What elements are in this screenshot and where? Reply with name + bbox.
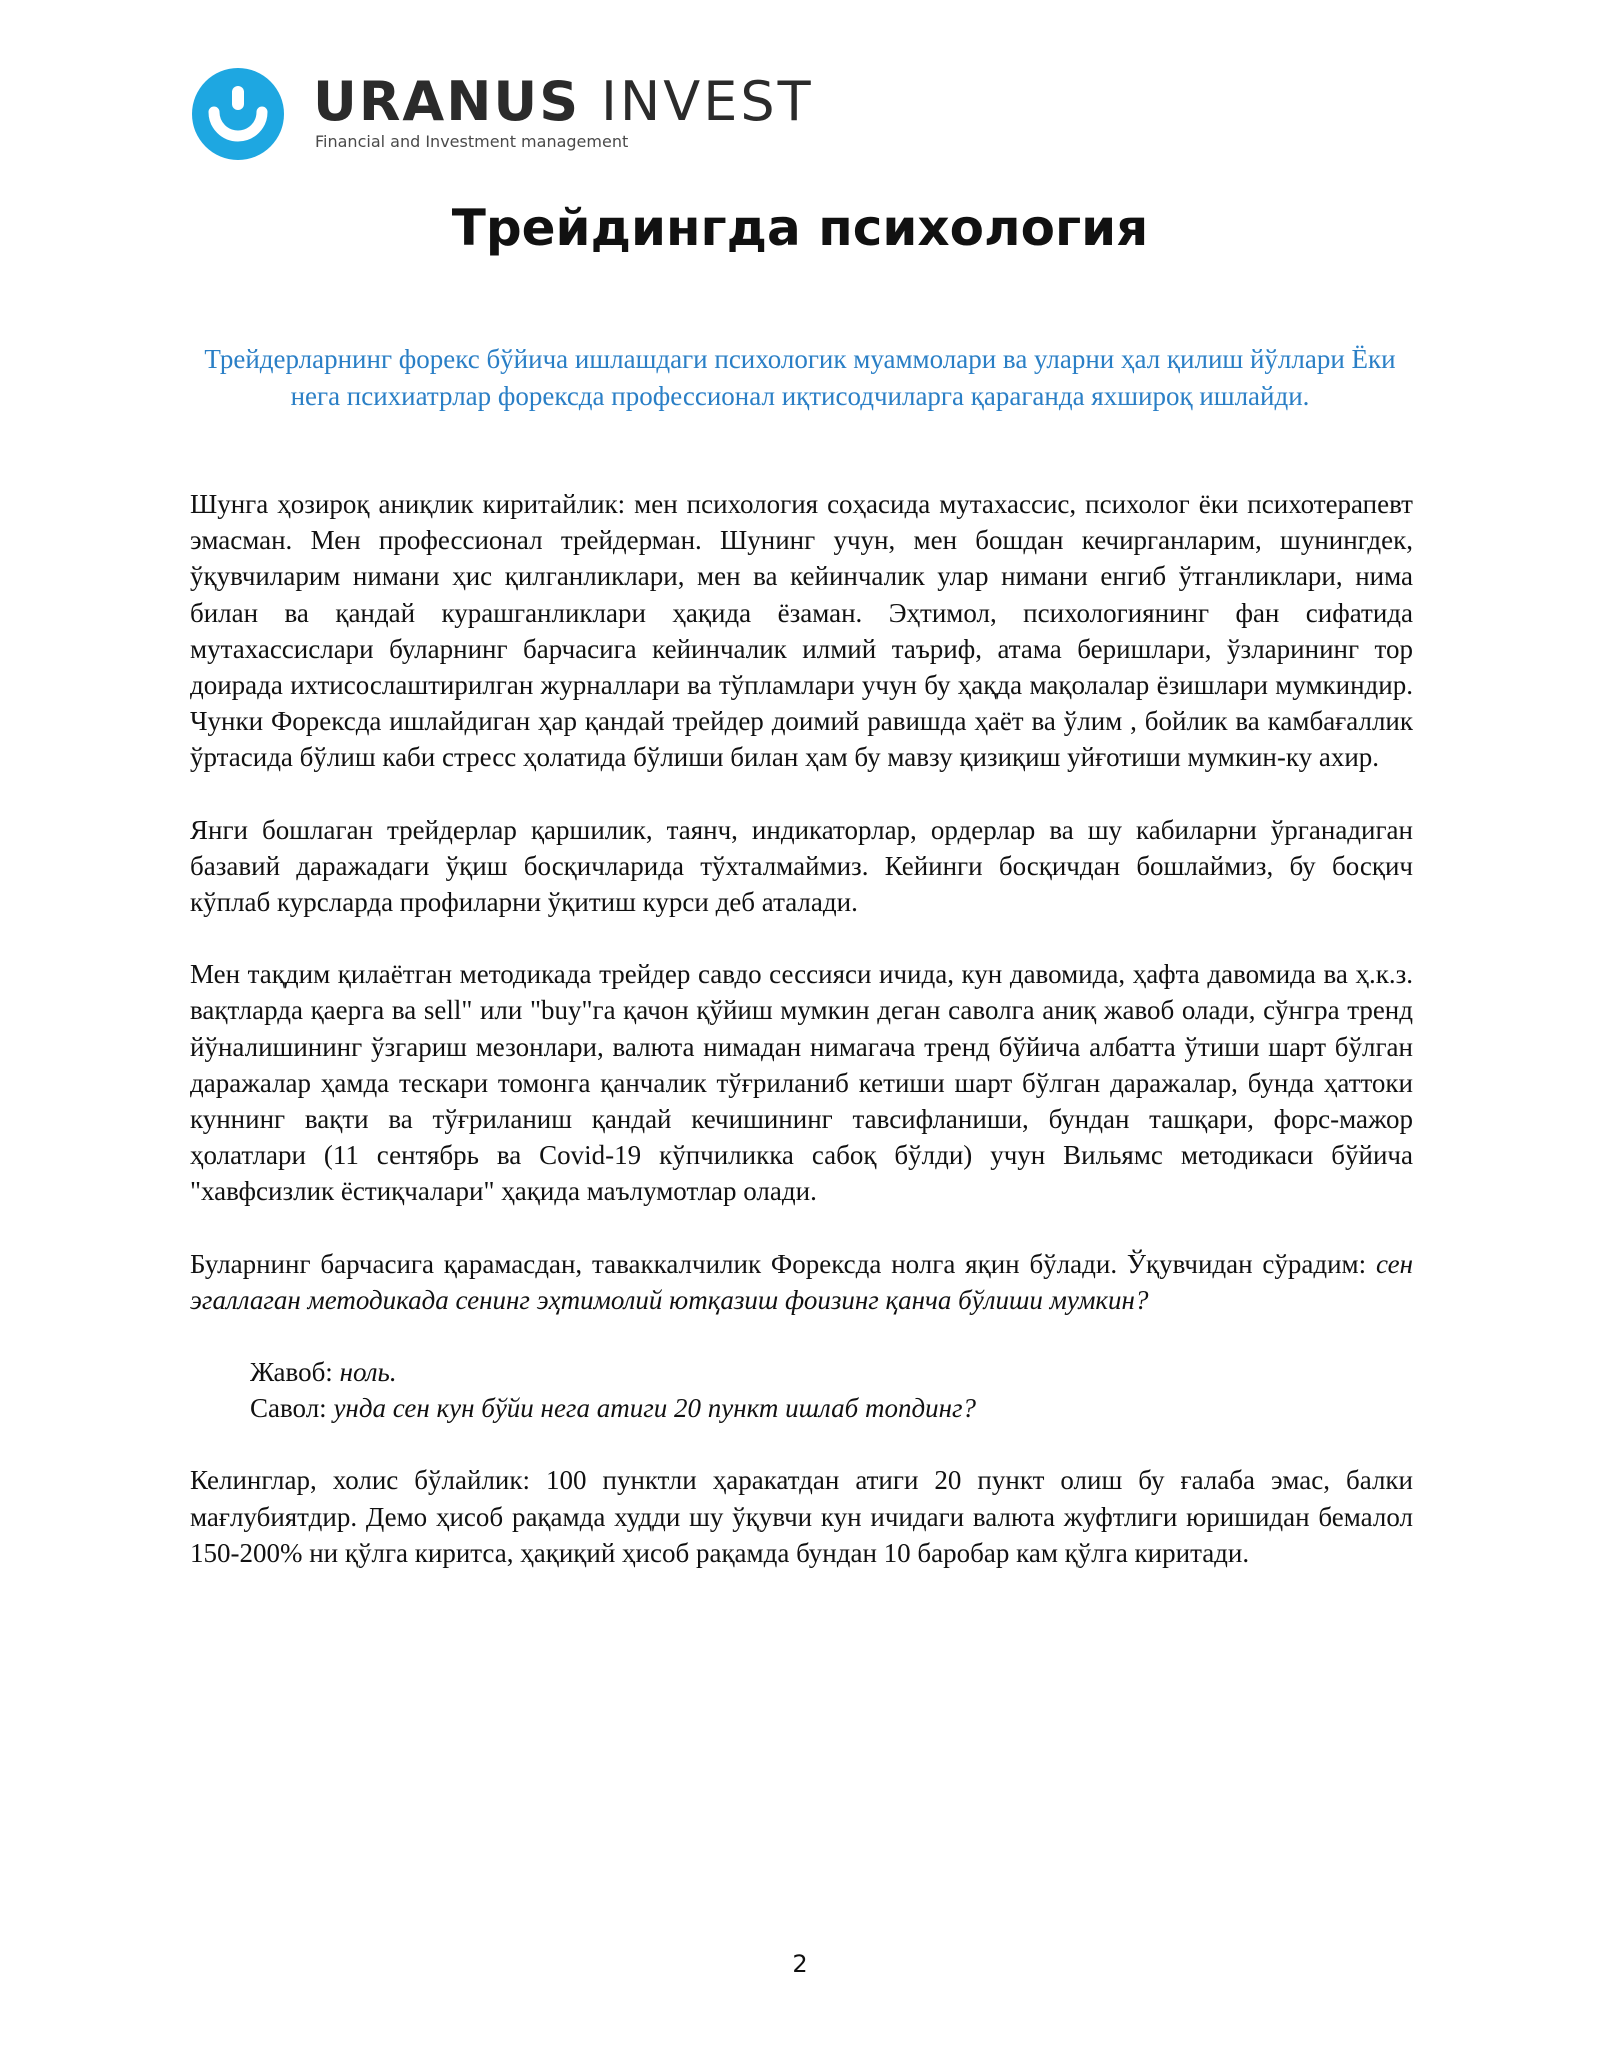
question-text: унда сен кун бўйи нега атиги 20 пункт ишлаб топдинг? — [333, 1393, 977, 1424]
brand-name-bold: URANUS — [313, 70, 581, 133]
paragraph-conclusion: Келинглар, холис бўлайлик: 100 пунктли ҳаракатдан атиги 20 пункт олиш бу ғалаба эмас, балки мағлубиятдир. Демо ҳисоб рақамда худди шу ўқувчи кун ичидаги валюта жуфтлиги юришидан бемалол 150-200% ни қўлга киритса, ҳақиқий ҳисоб рақамда бундан 10 баробар кам қўлга киритади. — [190, 1465, 1413, 1568]
brand-name — [313, 70, 814, 134]
question-label: Савол: — [250, 1393, 334, 1424]
answer-label: Жавоб: — [250, 1357, 340, 1388]
brand-tagline: Financial and Investment management — [315, 132, 629, 151]
question-line — [250, 1390, 1413, 1426]
brand-name-light: INVEST — [600, 70, 814, 133]
document-title: Трейдингда психология — [451, 199, 1149, 257]
paragraph-risk-lead: Буларнинг барчасига қарамасдан, таваккалчилик Форексда нолга яқин бўлади. Ўқувчидан сўрадим: — [190, 1248, 1376, 1279]
answer-text: ноль. — [339, 1357, 397, 1388]
paragraph-risk — [190, 1246, 1413, 1318]
uranus-logo-icon — [190, 66, 286, 162]
paragraph-methodology: Мен тақдим қилаётган методикада трейдер савдо сессияси ичида, кун давомида, ҳафта давомида ва ҳ.к.з. вақтларда қаерга ва sell" или "buy"га қачон қўйиш мумкин деган саволга аниқ жавоб олади, сўнгра тренд йўналишининг ўзгариш мезонлари, валюта нимадан нимагача тренд бўйича албатта ўтиши шарт бўлган даражалар ҳамда тескари томонга қанчалик тўғриланиб кетиши шарт бўлган даражалар, бунда ҳаттоки куннинг вақти ва тўғриланиш қандай кечишининг тавсифланиши, бундан ташқари, форс-мажор ҳолатлари (11 сентябрь ва Covid-19 кўпчиликка сабоқ бўлди) учун Вильямс методикаси бўйича "хавфсизлик ёстиқчалари" ҳақида маълумотлар олади. — [190, 959, 1413, 1207]
qa-block — [250, 1354, 1413, 1426]
paragraph-risk-question: сен эгаллаган методикада сенинг эҳтимолий ютқазиш фоизинг қанча бўлиши мумкин? — [190, 1248, 1413, 1315]
answer-line — [250, 1354, 1413, 1390]
document-subtitle: Трейдерларнинг форекс бўйича ишлашдаги психологик муаммолари ва уларни ҳал қилиш йўллари Ёки нега психиатрлар форексда профессионал иқтисодчиларга қараганда яхшироқ ишлайди. — [204, 344, 1396, 411]
brand-logo — [190, 64, 814, 164]
paragraph-intro: Шунга ҳозироқ аниқлик киритайлик: мен психология соҳасида мутахассис, психолог ёки психотерапевт эмасман. Мен профессионал трейдерман. Шунинг учун, мен бошдан кечирганларим, шунингдек, ўқувчиларим нимани ҳис қилганликлари, мен ва кейинчалик улар нимани енгиб ўтганликлари, нима билан ва қандай курашганликлари ҳақида ёзаман. Эҳтимол, психологиянинг фан сифатида мутахассислари буларнинг барчасига кейинчалик илмий таъриф, атама беришлари, ўзларининг тор доирада ихтисослаштирилган журналлари ва тўпламлари учун бу ҳақда мақолалар ёзишлари мумкиндир. Чунки Форексда ишлайдиган ҳар қандай трейдер доимий равишда ҳаёт ва ўлим , бойлик ва камбағаллик ўртасида бўлиш каби стресс ҳолатида бўлиши билан ҳам бу мавзу қизиқиш уйғотиши мумкин-ку ахир. — [190, 489, 1413, 773]
page-number: 2 — [792, 1950, 808, 1978]
paragraph-beginners: Янги бошлаган трейдерлар қаршилик, таянч, индикаторлар, ордерлар ва шу кабиларни ўрганадиган базавий даражадаги ўқиш босқичларида тўхталмаймиз. Кейинги босқичдан бошлаймиз, бу босқич кўплаб курсларда профиларни ўқитиш курси деб аталади. — [190, 814, 1413, 918]
document-body — [190, 486, 1413, 1607]
